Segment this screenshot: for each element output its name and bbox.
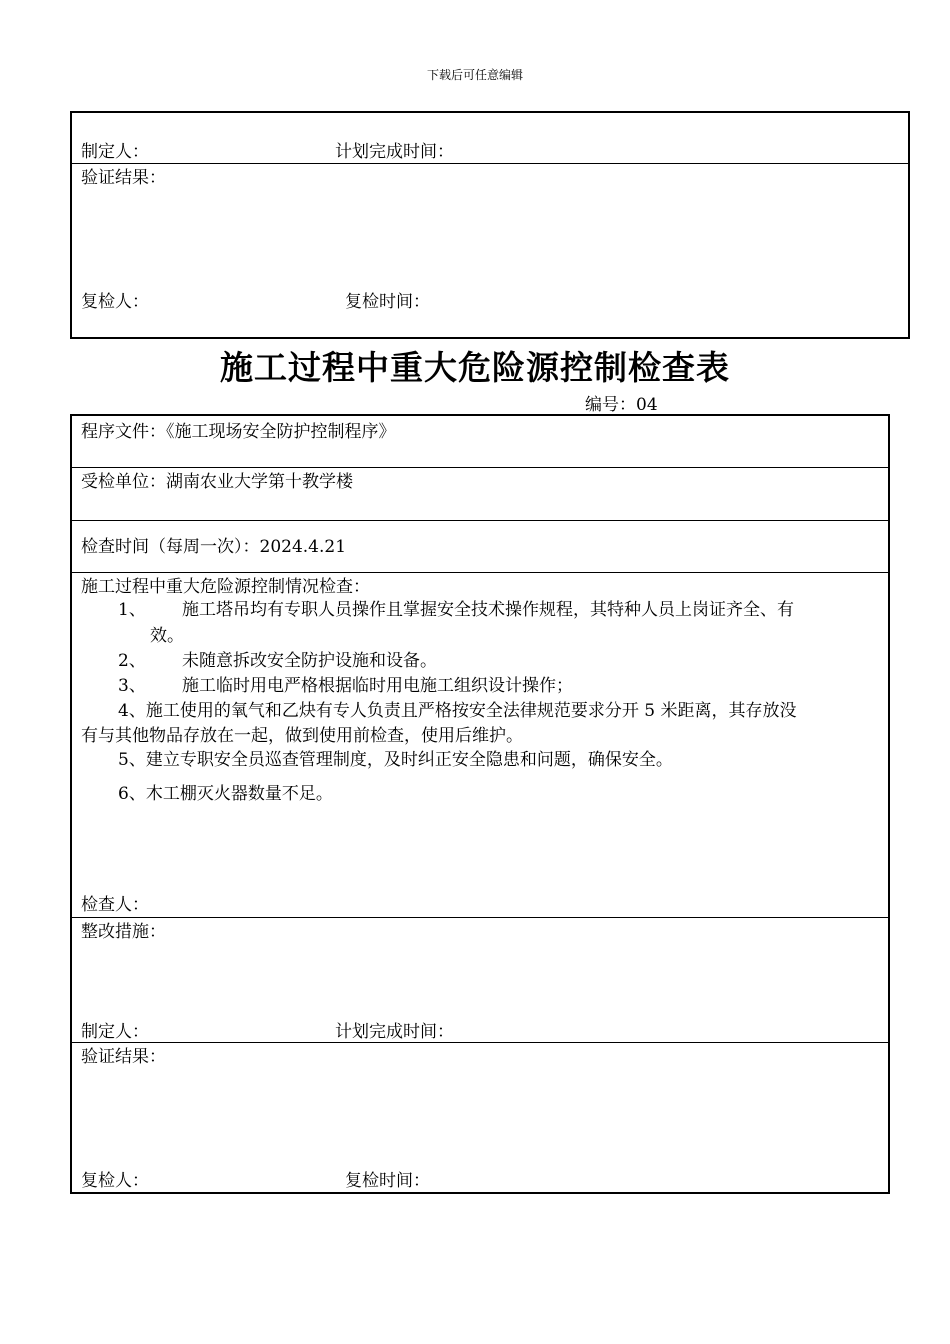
recheck-time-label: 复检时间：: [345, 1171, 430, 1191]
list-item: 未随意拆改安全防护设施和设备。: [182, 651, 437, 671]
list-item: 施工临时用电严格根据临时用电施工组织设计操作；: [182, 676, 573, 696]
list-item: 5、建立专职安全员巡查管理制度，及时纠正安全隐患和问题，确保安全。: [118, 750, 673, 770]
list-item-num: 2、: [118, 651, 146, 671]
list-item: 施工塔吊均有专职人员操作且掌握安全技术操作规程，其特种人员上岗证齐全、有: [182, 600, 794, 620]
planner-label: 制定人：: [81, 1022, 149, 1042]
recheck-time-label: 复检时间：: [345, 292, 430, 312]
procedure-file: 程序文件：《施工现场安全防护控制程序》: [81, 422, 396, 442]
verify-label: 验证结果：: [81, 1047, 166, 1067]
plan-time-label: 计划完成时间：: [335, 142, 454, 162]
rectify-row: [72, 917, 888, 1042]
list-item: 6、木工棚灭火器数量不足。: [118, 784, 333, 804]
rectify-label: 整改措施：: [81, 922, 166, 942]
list-item-num: 3、: [118, 676, 146, 696]
serial-number: 编号：04: [585, 395, 658, 415]
check-time-row: [72, 520, 888, 572]
inspector-label: 检查人：: [81, 895, 149, 915]
header-note: 下载后可任意编辑: [426, 68, 523, 82]
check-time: 检查时间（每周一次）：2024.4.21: [81, 537, 347, 557]
inspection-form: [70, 414, 890, 1194]
planner-label: 制定人：: [81, 142, 149, 162]
top-table: [70, 111, 910, 339]
rechecker-label: 复检人：: [81, 1171, 149, 1191]
list-item: 4、施工使用的氧气和乙炔有专人负责且严格按安全法律规范要求分开 5 米距离，其存放没: [118, 701, 797, 721]
list-item-continuation: 效。: [150, 626, 184, 646]
rechecker-label: 复检人：: [81, 292, 149, 312]
verify-row: [72, 1042, 888, 1194]
list-item-continuation: 有与其他物品存放在一起，做到使用前检查，使用后维护。: [81, 726, 523, 746]
verify-label: 验证结果：: [81, 168, 166, 188]
inspected-unit: 受检单位：湖南农业大学第十教学楼: [81, 472, 353, 492]
plan-time-label: 计划完成时间：: [335, 1022, 454, 1042]
inspection-content-row: [72, 572, 888, 917]
section-heading: 施工过程中重大危险源控制情况检查：: [81, 577, 370, 597]
page-title: 施工过程中重大危险源控制检查表: [220, 348, 730, 387]
unit-row: [72, 467, 888, 520]
list-item-num: 1、: [118, 600, 146, 620]
verify-row: [72, 163, 908, 339]
